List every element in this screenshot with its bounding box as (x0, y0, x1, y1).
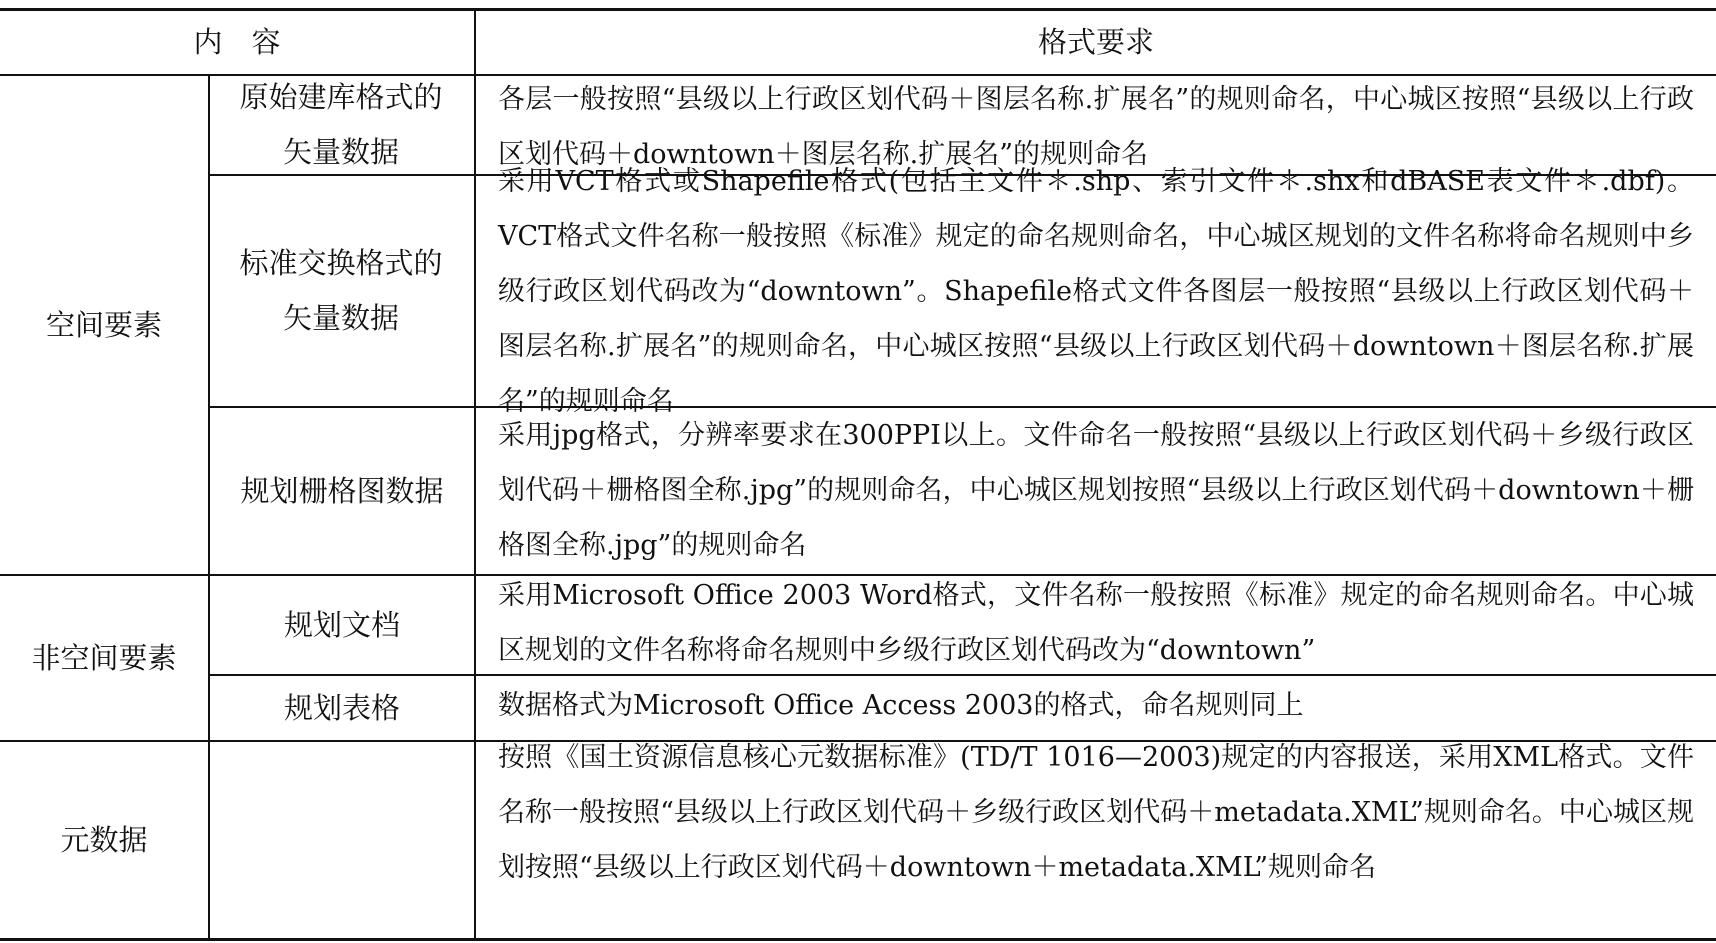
desc-source-vector: 各层一般按照“县级以上行政区划代码＋图层名称.扩展名”的规则命名，中心城区按照“县级以上行政区划代码＋downtown＋图层名称.扩展名”的规则命名 (498, 84, 1694, 170)
desc-exchange-vector: 采用VCT格式或Shapefile格式(包括主文件＊.shp、索引文件＊.shx和dBASE表文件＊.dbf)。VCT格式文件名称一般按照《标准》规定的命名规则命名，中心城区规划的文件名称将命名规则中乡级行政区划代码改为“downtown”。Shapefile格式文件各图层一般按照“县级以上行政区划代码＋图层名称.扩展名”的规则命名，中心城区按照“县级以上行政区划代码＋downtown＋图层名称.扩展名”的规则命名 (498, 166, 1694, 417)
group-label-nonspatial: 非空间要素 (31, 640, 177, 675)
group-label-metadata: 元数据 (60, 822, 148, 857)
table-bottom-rule (0, 938, 1716, 941)
header-format: 格式要求 (1037, 24, 1154, 59)
desc-raster: 采用jpg格式，分辨率要求在300PPI以上。文件命名一般按照“县级以上行政区划代码＋乡级行政区划代码＋栅格图全称.jpg”的规则命名，中心城区规划按照“县级以上行政区划代码＋downtown＋栅格图全称.jpg”的规则命名 (498, 420, 1694, 561)
sub-label-exchange-vector: 标准交换格式的矢量数据 (239, 246, 443, 335)
header-content: 内 容 (193, 24, 281, 59)
sub-label-raster: 规划栅格图数据 (240, 473, 444, 508)
desc-spreadsheet: 数据格式为Microsoft Office Access 2003的格式，命名规则同上 (498, 690, 1304, 721)
sub-label-document: 规划文档 (283, 607, 400, 642)
desc-metadata: 按照《国土资源信息核心元数据标准》(TD/T 1016—2003)规定的内容报送，采用XML格式。文件名称一般按照“县级以上行政区划代码＋乡级行政区划代码＋metadata.XML”规则命名。中心城区规划按照“县级以上行政区划代码＋downtown＋metadata.XML”规则命名 (498, 742, 1694, 883)
sub-label-source-vector: 原始建库格式的矢量数据 (239, 80, 443, 169)
desc-document: 采用Microsoft Office 2003 Word格式，文件名称一般按照《标准》规定的命名规则命名。中心城区规划的文件名称将命名规则中乡级行政区划代码改为“downtown” (498, 580, 1694, 666)
group-label-spatial: 空间要素 (45, 307, 162, 342)
sub-label-metadata (210, 742, 474, 938)
column-divider (474, 10, 476, 939)
sub-label-spreadsheet: 规划表格 (283, 690, 400, 725)
